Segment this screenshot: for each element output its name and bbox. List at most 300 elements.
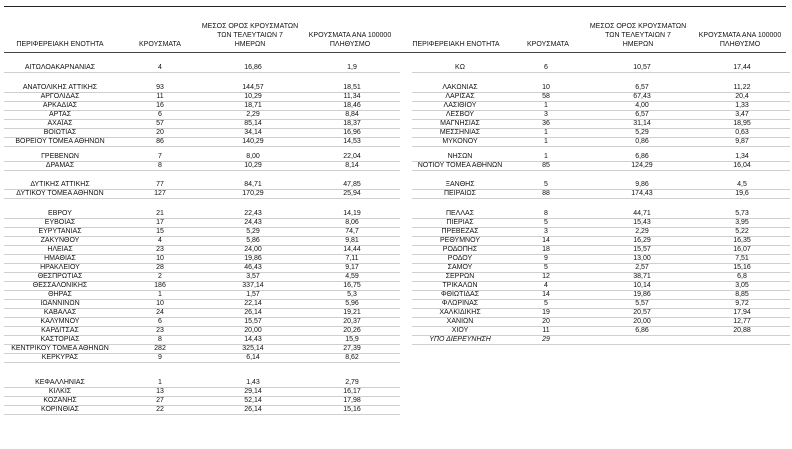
cell-per100k: 7,11 [345,255,359,262]
cell-cases: 86 [156,138,164,145]
cell-per100k: 5,73 [735,210,749,217]
cell-avg: 144,57 [242,84,264,91]
cell-region: ΗΛΕΙΑΣ [47,246,73,253]
cell-avg: 10,57 [633,64,651,71]
cell-avg: 29,14 [244,388,262,395]
cell-cases: 10 [156,300,164,307]
cell-cases: 2 [158,273,162,280]
cell-region: ΕΥΒΟΙΑΣ [44,219,76,226]
cell-avg: 26,14 [244,406,262,413]
row-divider [412,170,790,171]
cell-avg: 124,29 [631,162,653,169]
cell-region: ΘΕΣΣΑΛΟΝΙΚΗΣ [32,282,88,289]
table-row [0,189,792,198]
header-per100k-right-line2: ΠΛΗΘΥΣΜΟ [719,41,761,48]
cell-region: ΜΕΣΣΗΝΙΑΣ [439,129,481,136]
cell-avg: 5,29 [246,228,260,235]
cell-cases: 36 [542,120,550,127]
cell-cases: 127 [154,190,166,197]
cell-region: ΒΟΙΩΤΙΑΣ [43,129,77,136]
cell-cases: 3 [544,228,548,235]
cell-cases: 1 [544,102,548,109]
cell-region: ΦΛΩΡΙΝΑΣ [441,300,479,307]
cell-per100k: 16,75 [343,282,361,289]
cell-per100k: 8,62 [345,354,359,361]
cell-per100k: 11,34 [343,93,361,100]
cell-avg: 20,00 [633,318,651,325]
cell-avg: 13,00 [633,255,651,262]
row-divider [412,198,790,199]
table-row [0,396,792,405]
table-row [0,137,792,146]
table-row [0,161,792,170]
cell-per100k: 5,96 [345,300,359,307]
header-cases: ΚΡΟΥΣΜΑΤΑ [139,41,181,48]
table-row [0,218,792,227]
cell-per100k: 17,98 [343,397,361,404]
cell-cases: 5 [544,219,548,226]
cell-avg: 24,00 [244,246,262,253]
cell-avg: 2,29 [635,228,649,235]
cell-per100k: 8,14 [345,162,359,169]
cell-avg: 22,43 [244,210,262,217]
table-row [0,128,792,137]
cell-per100k: 5,22 [735,228,749,235]
cell-avg: 174,43 [631,190,653,197]
table-row [0,299,792,308]
cell-avg: 14,43 [244,336,262,343]
header-avg-right-line1: ΜΕΣΟΣ ΟΡΟΣ ΚΡΟΥΣΜΑΤΩΝ [589,23,687,30]
cell-cases: 10 [542,84,550,91]
row-divider [412,72,790,73]
cell-cases: 12 [542,273,550,280]
cell-avg: 38,71 [633,273,651,280]
cell-region: ΓΡΕΒΕΝΩΝ [41,153,79,160]
cell-cases: 1 [544,129,548,136]
cell-avg: 5,29 [635,129,649,136]
cell-region: ΑΝΑΤΟΛΙΚΗΣ ΑΤΤΙΚΗΣ [22,84,98,91]
cell-cases: 186 [154,282,166,289]
cell-avg: 8,00 [246,153,260,160]
cell-cases: 5 [544,264,548,271]
cell-cases: 23 [156,327,164,334]
cell-per100k: 9,87 [735,138,749,145]
table-row [0,405,792,414]
cell-per100k: 1,33 [735,102,749,109]
cell-cases: 1 [544,138,548,145]
cell-cases: 5 [544,181,548,188]
cell-region: ΘΗΡΑΣ [48,291,72,298]
table-row [0,387,792,396]
cell-cases: 24 [156,309,164,316]
cell-region: ΒΟΡΕΙΟΥ ΤΟΜΕΑ ΑΘΗΝΩΝ [15,138,105,145]
cell-avg: 19,86 [633,291,651,298]
row-divider [4,198,400,199]
cell-avg: 0,86 [635,138,649,145]
cell-region: ΛΑΡΙΣΑΣ [445,93,475,100]
header-avg-right-line2: ΤΩΝ ΤΕΛΕΥΤΑΙΩΝ 7 [605,32,671,39]
cell-region: ΑΡΚΑΔΙΑΣ [42,102,78,109]
cell-per100k: 47,85 [343,181,361,188]
table-row [0,353,792,362]
cell-avg: 6,57 [635,111,649,118]
cell-per100k: 14,44 [343,246,361,253]
cell-per100k: 16,07 [733,246,751,253]
cell-avg: 44,71 [633,210,651,217]
cell-region: ΞΑΝΘΗΣ [445,181,475,188]
table-row [0,290,792,299]
cell-avg: 15,43 [633,219,651,226]
row-divider [4,146,400,147]
cell-region: ΛΑΚΩΝΙΑΣ [442,84,478,91]
table-row [0,344,792,353]
cell-cases: 1 [158,379,162,386]
left-header-rule [4,52,400,53]
cell-region: ΚΕΦΑΛΛΗΝΙΑΣ [35,379,85,386]
header-per100k-right-line1: ΚΡΟΥΣΜΑΤΑ ΑΝΑ 100000 [698,32,782,39]
cell-per100k: 20,88 [733,327,751,334]
cell-per100k: 20,4 [735,93,749,100]
cell-per100k: 5,3 [347,291,357,298]
header-per100k-line2: ΠΛΗΘΥΣΜΟ [329,41,371,48]
cell-region: ΚΟΡΙΝΘΙΑΣ [41,406,79,413]
cell-region: ΚΑΡΔΙΤΣΑΣ [41,327,79,334]
cell-per100k: 8,85 [735,291,749,298]
cell-region: ΗΡΑΚΛΕΙΟΥ [40,264,80,271]
table-row [0,236,792,245]
cell-region: ΚΙΛΚΙΣ [48,388,72,395]
cell-per100k: 18,37 [343,120,361,127]
cell-cases: 18 [542,246,550,253]
table-row [0,209,792,218]
cell-region: ΚΕΝΤΡΙΚΟΥ ΤΟΜΕΑ ΑΘΗΝΩΝ [11,345,109,352]
cell-cases: 15 [156,228,164,235]
cell-cases: 6 [158,111,162,118]
cell-per100k: 20,37 [343,318,361,325]
table-row [0,101,792,110]
row-divider [4,72,400,73]
table-row [0,152,792,161]
cell-cases: 23 [156,246,164,253]
cell-avg: 18,71 [244,102,262,109]
cell-per100k: 3,47 [735,111,749,118]
cell-region: ΜΥΚΟΝΟΥ [442,138,478,145]
cell-per100k: 16,35 [733,237,751,244]
cell-per100k: 25,94 [343,190,361,197]
cell-avg: 325,14 [242,345,264,352]
cell-avg: 20,00 [244,327,262,334]
cell-cases: 22 [156,406,164,413]
cell-region: ΤΡΙΚΑΛΩΝ [442,282,478,289]
row-divider [4,170,400,171]
cell-region: ΚΟΖΑΝΗΣ [43,397,77,404]
cell-cases: 11 [156,93,164,100]
cell-per100k: 22,04 [343,153,361,160]
cell-region: ΖΑΚΥΝΘΟΥ [40,237,80,244]
cell-cases: 7 [158,153,162,160]
cell-cases: 10 [156,255,164,262]
table-row [0,63,792,72]
cell-cases: 20 [542,318,550,325]
cell-cases: 1 [544,153,548,160]
cell-per100k: 8,06 [345,219,359,226]
cell-region: ΚΑΒΑΛΑΣ [43,309,77,316]
cell-cases: 88 [542,190,550,197]
table-row [0,110,792,119]
header-per100k-right [690,31,790,49]
cell-region: ΜΑΓΝΗΣΙΑΣ [440,120,480,127]
table-row [0,119,792,128]
cell-cases: 19 [542,309,550,316]
cell-cases: 8 [158,162,162,169]
header-avg-right [585,22,691,49]
cell-per100k: 9,17 [345,264,359,271]
cell-per100k: 2,79 [345,379,359,386]
cell-region: ΦΘΙΩΤΙΔΑΣ [440,291,480,298]
cell-avg: 6,57 [635,84,649,91]
cell-cases: 58 [542,93,550,100]
cell-avg: 2,57 [635,264,649,271]
cell-avg: 10,29 [244,162,262,169]
cell-region: ΡΟΔΟΠΗΣ [442,246,478,253]
cell-region: ΝΗΣΩΝ [447,153,473,160]
cell-region: ΡΕΘΥΜΝΟΥ [439,237,480,244]
header-cases-right: ΚΡΟΥΣΜΑΤΑ [527,41,569,48]
cell-region: ΚΕΡΚΥΡΑΣ [41,354,79,361]
cell-region: ΔΥΤΙΚΗΣ ΑΤΤΙΚΗΣ [30,181,90,188]
cell-cases: 14 [542,237,550,244]
cell-per100k: 27,39 [343,345,361,352]
table-row [0,245,792,254]
cell-cases: 1 [158,291,162,298]
cell-avg: 34,14 [244,129,262,136]
cell-cases: 9 [544,255,548,262]
cell-region: ΣΕΡΡΩΝ [445,273,475,280]
cell-cases: 3 [544,111,548,118]
cell-per100k: 15,16 [733,264,751,271]
cell-avg: 67,43 [633,93,651,100]
cell-per100k: 18,51 [343,84,361,91]
cell-region: ΧΑΛΚΙΔΙΚΗΣ [439,309,481,316]
cell-avg: 16,29 [633,237,651,244]
cell-cases: 27 [156,397,164,404]
cell-region: ΑΡΓΟΛΙΔΑΣ [40,93,80,100]
cell-per100k: 7,51 [735,255,749,262]
cell-per100k: 4,59 [345,273,359,280]
cell-cases: 6 [544,64,548,71]
cell-avg: 9,86 [635,181,649,188]
cell-per100k: 15,16 [343,406,361,413]
cell-per100k: 8,84 [345,111,359,118]
cell-region: ΠΕΛΛΑΣ [445,210,475,217]
cell-per100k: 18,95 [733,120,751,127]
row-divider [4,414,400,415]
table-row [0,180,792,189]
cell-region: ΡΟΔΟΥ [447,255,473,262]
cell-cases: 28 [156,264,164,271]
cell-cases: 8 [544,210,548,217]
header-avg-line1: ΜΕΣΟΣ ΟΡΟΣ ΚΡΟΥΣΜΑΤΩΝ [201,23,299,30]
cell-avg: 85,14 [244,120,262,127]
cell-per100k: 17,44 [733,64,751,71]
cell-avg: 46,43 [244,264,262,271]
cell-avg: 16,86 [244,64,262,71]
table-row [0,92,792,101]
cell-avg: 6,14 [246,354,260,361]
cell-avg: 15,57 [633,246,651,253]
cell-cases: 8 [158,336,162,343]
cell-per100k: 15,9 [345,336,359,343]
cell-per100k: 9,72 [735,300,749,307]
cell-per100k: 14,53 [343,138,361,145]
table-row [0,378,792,387]
cell-avg: 19,86 [244,255,262,262]
cell-region: ΚΑΛΥΜΝΟΥ [40,318,80,325]
cell-cases: 4 [544,282,548,289]
table-row [0,335,792,344]
cell-avg: 1,43 [246,379,260,386]
cell-per100k: 16,96 [343,129,361,136]
cell-avg: 3,57 [246,273,260,280]
cell-per100k: 3,95 [735,219,749,226]
table-row [0,254,792,263]
cell-avg: 24,43 [244,219,262,226]
cell-region: ΚΩ [455,64,465,71]
cell-avg: 140,29 [242,138,264,145]
row-divider [4,362,400,363]
header-region: ΠΕΡΙΦΕΡΕΙΑΚΗ ΕΝΟΤΗΤΑ [16,41,104,48]
cell-avg: 84,71 [244,181,262,188]
cell-avg: 5,86 [246,237,260,244]
header-per100k-line1: ΚΡΟΥΣΜΑΤΑ ΑΝΑ 100000 [308,32,392,39]
cell-region: ΔΥΤΙΚΟΥ ΤΟΜΕΑ ΑΘΗΝΩΝ [16,190,104,197]
table-row [0,83,792,92]
cell-avg: 10,29 [244,93,262,100]
cell-region: ΗΜΑΘΙΑΣ [44,255,76,262]
cell-cases: 16 [156,102,164,109]
cell-cases: 77 [156,181,164,188]
cell-avg: 4,00 [635,102,649,109]
top-rule [4,6,786,7]
cell-region: ΚΑΣΤΟΡΙΑΣ [40,336,80,343]
right-header-rule [400,52,786,53]
table-row [0,317,792,326]
cell-avg: 22,14 [244,300,262,307]
cell-avg: 10,14 [633,282,651,289]
cell-per100k: 11,22 [733,84,751,91]
cell-cases: 57 [156,120,164,127]
cell-per100k: 74,7 [345,228,359,235]
cell-cases: 93 [156,84,164,91]
cell-avg: 6,86 [635,327,649,334]
cell-avg: 5,57 [635,300,649,307]
cell-cases: 9 [158,354,162,361]
row-divider [412,344,790,345]
cell-region: ΧΑΝΙΩΝ [446,318,474,325]
cell-region: ΠΡΕΒΕΖΑΣ [441,228,479,235]
cell-avg: 337,14 [242,282,264,289]
cell-region: ΕΒΡΟΥ [48,210,72,217]
cell-per100k: 3,05 [735,282,749,289]
cell-avg: 6,86 [635,153,649,160]
table-row [0,281,792,290]
cell-avg: 2,29 [246,111,260,118]
cell-region: ΝΟΤΙΟΥ ΤΟΜΕΑ ΑΘΗΝΩΝ [417,162,503,169]
cell-cases: 20 [156,129,164,136]
cell-region: ΣΑΜΟΥ [447,264,473,271]
cell-avg: 31,14 [633,120,651,127]
header-per100k [300,31,400,49]
cell-per100k: 6,8 [737,273,747,280]
cell-per100k: 16,17 [343,388,361,395]
cell-avg: 26,14 [244,309,262,316]
cell-region: ΠΙΕΡΙΑΣ [446,219,474,226]
cell-per100k: 0,63 [735,129,749,136]
cell-cases: 282 [154,345,166,352]
cell-cases: 5 [544,300,548,307]
cell-per100k: 16,04 [733,162,751,169]
cell-cases: 29 [542,336,550,343]
cell-per100k: 4,5 [737,181,747,188]
cell-per100k: 20,26 [343,327,361,334]
cell-region: ΥΠΟ ΔΙΕΡΕΥΝΗΣΗ [429,336,491,343]
row-divider [412,146,790,147]
cell-cases: 17 [156,219,164,226]
cell-avg: 52,14 [244,397,262,404]
cell-per100k: 17,94 [733,309,751,316]
cell-region: ΕΥΡΥΤΑΝΙΑΣ [38,228,82,235]
cell-per100k: 19,21 [343,309,361,316]
cell-per100k: 1,9 [347,64,357,71]
cell-region: ΑΡΤΑΣ [48,111,72,118]
cell-per100k: 9,81 [345,237,359,244]
cell-per100k: 19,6 [735,190,749,197]
cell-region: ΙΩΑΝΝΙΝΩΝ [40,300,80,307]
table-row [0,263,792,272]
cell-cases: 4 [158,64,162,71]
table-row [0,227,792,236]
cell-cases: 11 [542,327,550,334]
cell-cases: 6 [158,318,162,325]
cell-avg: 20,57 [633,309,651,316]
cell-per100k: 18,46 [343,102,361,109]
cell-region: ΔΡΑΜΑΣ [45,162,75,169]
header-region-right: ΠΕΡΙΦΕΡΕΙΑΚΗ ΕΝΟΤΗΤΑ [412,41,500,48]
cell-avg: 15,57 [244,318,262,325]
cell-region: ΛΕΣΒΟΥ [445,111,475,118]
cell-region: ΑΙΤΩΛΟΑΚΑΡΝΑΝΙΑΣ [24,64,96,71]
header-avg [200,22,300,49]
cell-region: ΛΑΣΙΘΙΟΥ [443,102,477,109]
cell-cases: 21 [156,210,164,217]
cell-region: ΘΕΣΠΡΩΤΙΑΣ [37,273,83,280]
cell-region: ΑΧΑΪΑΣ [47,120,73,127]
cell-cases: 4 [158,237,162,244]
cell-per100k: 14,19 [343,210,361,217]
cell-per100k: 12,77 [733,318,751,325]
cell-per100k: 1,34 [735,153,749,160]
cell-cases: 13 [156,388,164,395]
cell-cases: 85 [542,162,550,169]
table-row [0,272,792,281]
cell-cases: 14 [542,291,550,298]
header-avg-line2: ΤΩΝ ΤΕΛΕΥΤΑΙΩΝ 7 [217,32,283,39]
cell-avg: 1,57 [246,291,260,298]
cell-region: ΠΕΙΡΑΙΩΣ [444,190,476,197]
cell-region: ΧΙΟΥ [451,327,469,334]
cell-avg: 170,29 [242,190,264,197]
table-row [0,326,792,335]
